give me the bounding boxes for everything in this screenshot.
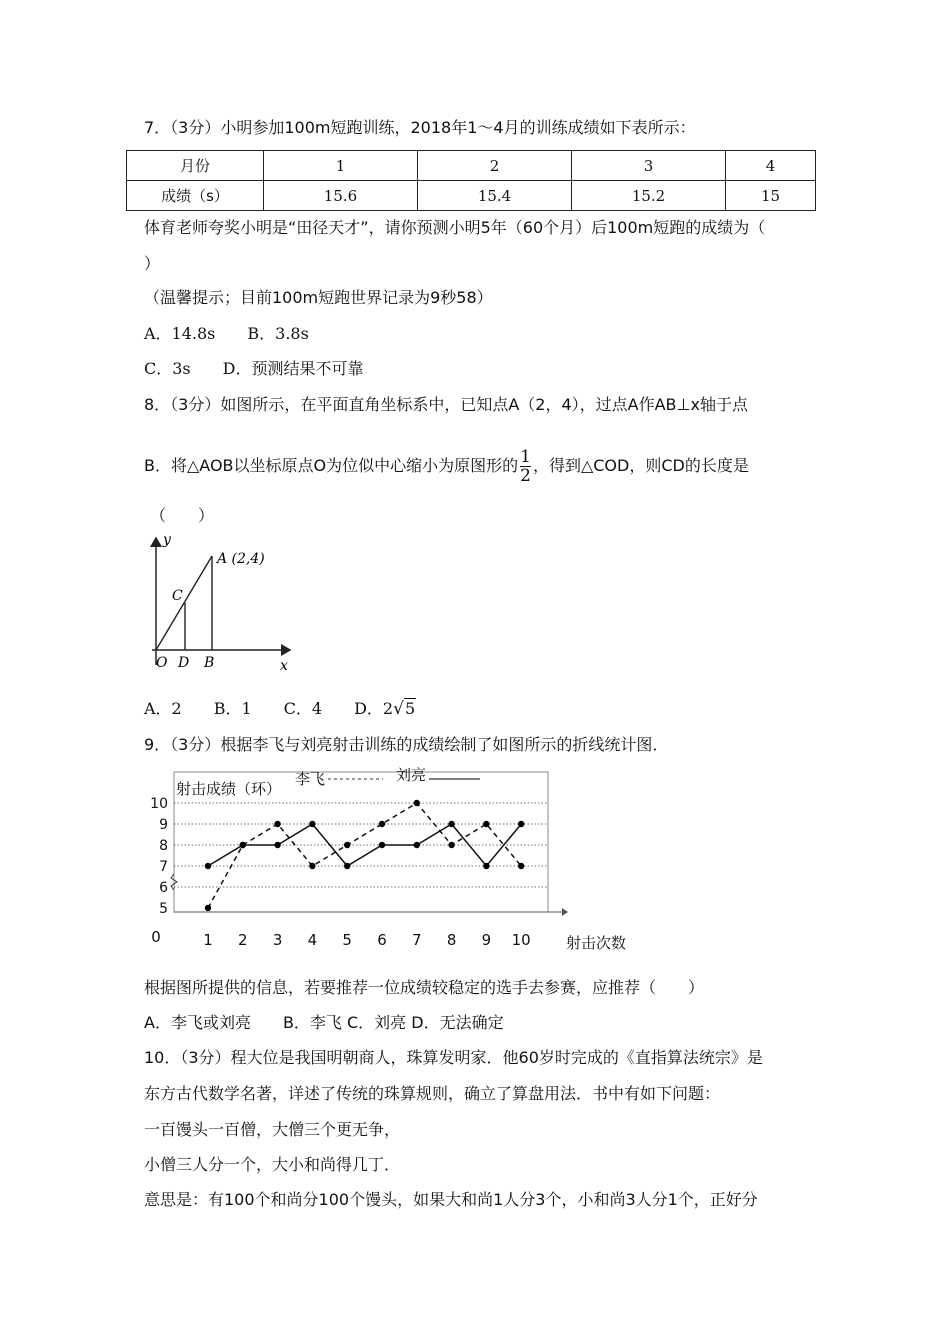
sqrt-radicand: 5 xyxy=(404,699,416,718)
fraction-denominator: 2 xyxy=(520,466,531,486)
y-tick-label: 9 xyxy=(159,817,168,833)
label-C: C xyxy=(172,588,183,604)
label-y: y xyxy=(163,532,171,548)
y-tick-label: 5 xyxy=(159,901,168,917)
x-tick-label: 7 xyxy=(412,931,422,949)
x-tick-label: 2 xyxy=(238,931,248,949)
q10-line1: 10．（3分）程大位是我国明朝商人，珠算发明家．他60岁时完成的《直指算法统宗》是 xyxy=(144,1048,763,1067)
q7-line2: 体育老师夸奖小明是“田径天才”，请你预测小明5年（60个月）后100m短跑的成绩为（ xyxy=(144,218,766,237)
label-x: x xyxy=(280,658,288,674)
data-point-liuliang xyxy=(309,821,315,827)
q8-options xyxy=(144,699,416,719)
y-tick-label: 10 xyxy=(150,796,168,812)
q8-answer-paren: （ ） xyxy=(150,506,215,525)
table-cell: 15.6 xyxy=(264,181,418,211)
table-cell: 4 xyxy=(726,151,816,181)
x-tick-label: 4 xyxy=(307,931,318,949)
q10-line5: 意思是：有100个和尚分100个馒头，如果大和尚1人分3个，小和尚3人分1个，正好分 xyxy=(144,1190,758,1209)
x-tick-label: 1 xyxy=(203,931,213,949)
segment-OA xyxy=(156,556,212,650)
x-tick-label: 3 xyxy=(272,931,283,949)
table-cell: 3 xyxy=(572,151,726,181)
x-tick-label: 10 xyxy=(511,931,531,949)
q9-question: 根据图所提供的信息，若要推荐一位成绩较稳定的选手去参赛，应推荐（ ） xyxy=(144,978,705,997)
data-point-lifei xyxy=(518,863,524,869)
q8-line2-pre: B．将△AOB以坐标原点O为位似中心缩小为原图形的 xyxy=(144,456,519,475)
y-axis-label: 射击成绩（环） xyxy=(176,780,282,798)
label-O: O xyxy=(156,655,168,671)
x-tick-label: 8 xyxy=(446,931,457,949)
data-point-liuliang xyxy=(448,821,454,827)
data-point-lifei xyxy=(379,821,385,827)
label-D: D xyxy=(178,655,190,671)
table-row xyxy=(127,181,816,211)
q10-line3: 一百馒头一百僧，大僧三个更无争， xyxy=(144,1120,401,1139)
data-point-lifei xyxy=(274,821,280,827)
legend-lifei: 李飞 xyxy=(295,770,326,788)
y-tick-label: 6 xyxy=(159,880,168,896)
table-cell: 1 xyxy=(264,151,418,181)
q7-options-cd: C．3s D．预测结果不可靠 xyxy=(144,359,364,378)
q9-stem: 9．（3分）根据李飞与刘亮射击训练的成绩绘制了如图所示的折线统计图． xyxy=(144,735,669,754)
fraction-numerator: 1 xyxy=(520,447,531,467)
x-tick-label: 6 xyxy=(377,931,387,949)
x-tick-label: 5 xyxy=(342,931,352,949)
fraction-one-half xyxy=(520,448,531,485)
x-axis-label: 射击次数 xyxy=(566,934,627,952)
table-row xyxy=(127,151,816,181)
y-tick-label: 8 xyxy=(159,838,168,854)
data-point-lifei xyxy=(448,842,454,848)
q9-line-chart xyxy=(130,760,630,960)
q7-options-ab: A．14.8s B．3.8s xyxy=(144,324,309,343)
data-point-liuliang xyxy=(518,821,524,827)
data-point-liuliang xyxy=(379,842,385,848)
table-cell: 月份 xyxy=(127,151,264,181)
q7-stem: 7．（3分）小明参加100m短跑训练，2018年1～4月的训练成绩如下表所示： xyxy=(144,118,696,137)
data-point-liuliang xyxy=(274,842,280,848)
series-line-liuliang xyxy=(208,824,521,866)
legend-liuliang: 刘亮 xyxy=(396,766,427,784)
data-point-liuliang xyxy=(483,863,489,869)
x-axis-arrow xyxy=(562,908,568,916)
label-A: A (2,4) xyxy=(217,551,265,567)
table-cell: 2 xyxy=(418,151,572,181)
data-point-lifei xyxy=(344,842,350,848)
q10-line2: 东方古代数学名著，详述了传统的珠算规则，确立了算盘用法．书中有如下问题： xyxy=(144,1084,721,1103)
table-cell: 成绩（s） xyxy=(127,181,264,211)
origin-label: 0 xyxy=(151,928,161,946)
q9-options: A．李飞或刘亮 B．李飞 C．刘亮 D．无法确定 xyxy=(144,1013,504,1032)
data-point-liuliang xyxy=(240,842,246,848)
q8-options-text: A．2 B．1 C．4 D．2 xyxy=(144,699,394,718)
data-point-liuliang xyxy=(414,842,420,848)
q8-line2-post: ，得到△COD，则CD的长度是 xyxy=(532,456,749,475)
table-cell: 15.2 xyxy=(572,181,726,211)
data-point-lifei xyxy=(414,800,420,806)
x-tick-label: 9 xyxy=(481,931,492,949)
q7-line3: ） xyxy=(144,254,161,273)
q7-hint: （温馨提示；目前100m短跑世界记录为9秒58） xyxy=(144,288,493,307)
y-tick-label: 7 xyxy=(159,859,168,875)
q10-line4: 小僧三人分一个，大小和尚得几丁． xyxy=(144,1155,401,1174)
data-point-lifei xyxy=(309,863,315,869)
label-B: B xyxy=(204,655,215,671)
q8-coordinate-figure xyxy=(140,530,300,675)
table-cell: 15.4 xyxy=(418,181,572,211)
data-point-liuliang xyxy=(344,863,350,869)
q8-stem: 8．（3分）如图所示，在平面直角坐标系中，已知点A（2，4），过点A作AB⊥x轴于点 xyxy=(144,395,748,414)
data-point-lifei xyxy=(483,821,489,827)
sqrt-radical: √ xyxy=(393,699,404,719)
table-cell: 15 xyxy=(726,181,816,211)
q8-line2 xyxy=(144,446,749,486)
q7-score-table xyxy=(126,150,816,211)
data-point-liuliang xyxy=(205,863,211,869)
data-point-lifei xyxy=(205,905,211,911)
